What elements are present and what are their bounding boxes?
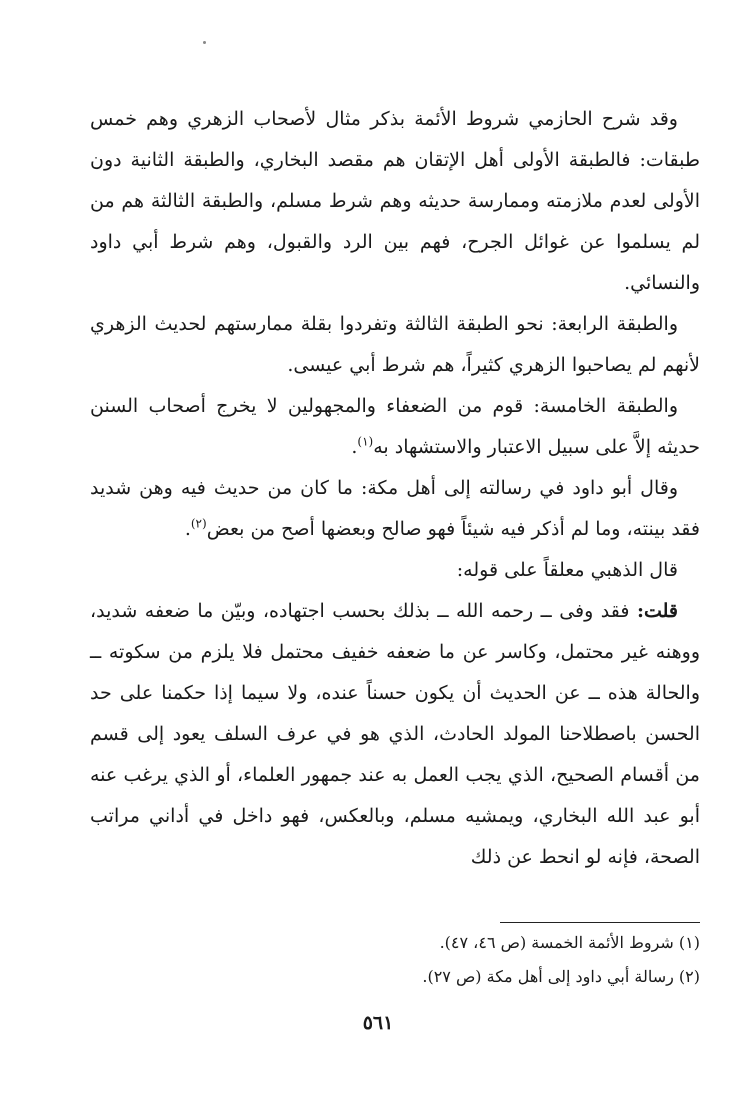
footnote-2: (٢) رسالة أبي داود إلى أهل مكة (ص ٢٧). <box>422 967 700 986</box>
paragraph-dhahabi-quote <box>90 591 700 878</box>
paragraph-abu-dawud: وقال أبو داود في رسالته إلى أهل مكة: ما كان من حديث فيه وهن شديد فقد بينته، وما لم أذكر فيه شيئاً فهو صالح وبعضها أصح من بعض$^{(٢)}$. <box>90 477 700 540</box>
qultu-label: قلت: <box>636 600 678 622</box>
main-text <box>90 99 700 878</box>
paragraph-dhahabi-intro: قال الذهبي معلقاً على قوله: <box>456 559 678 581</box>
fifth-tier-text: والطبقة الخامسة: قوم من الضعفاء والمجهولين لا يخرج أصحاب السنن حديثه إلاَّ على سبيل الاعتبار والاستشهاد به <box>90 395 700 458</box>
paragraph-hazimi: وقد شرح الحازمي شروط الأئمة بذكر مثال لأصحاب الزهري وهم خمس طبقات: فالطبقة الأولى أهل الإتقان هم مقصد البخاري، والطبقة الثانية دون الأولى لعدم ملازمته وممارسة حديثه وهم شرط مسلم، والطبقة الثالثة هم من لم يسلموا عن غوائل الجرح، فهم بين الرد والقبول، وهم شرط أبي داود والنسائي. <box>90 108 700 294</box>
footnote-1: (١) شروط الأئمة الخمسة (ص ٤٦، ٤٧). <box>439 933 700 952</box>
paragraph-fourth-tier: والطبقة الرابعة: نحو الطبقة الثالثة وتفردوا بقلة ممارستهم لحديث الزهري لأنهم لم يصاحبوا الزهري كثيراً، هم شرط أبي عيسى. <box>90 313 700 376</box>
footnote-divider <box>500 922 700 923</box>
footnote-ref-1: (١) <box>357 434 374 449</box>
abu-dawud-text: وقال أبو داود في رسالته إلى أهل مكة: ما كان من حديث فيه وهن شديد فقد بينته، وما لم أذكر فيه شيئاً فهو صالح وبعضها أصح من بعض <box>90 477 700 540</box>
footnote-ref-2: (٢) <box>190 516 207 531</box>
dhahabi-quote-text: فقد وفى ــ رحمه الله ــ بذلك بحسب اجتهاده، وبيّن ما ضعفه شديد، ووهنه غير محتمل، وكاسر عن ما ضعفه خفيف محتمل فلا يلزم من سكوته ــ والحالة هذه ــ عن الحديث أن يكون حسناً عنده، ولا سيما إذا حكمنا على حد الحسن باصطلاحنا المولد الحادث، الذي هو في عرف السلف يعود إلى قسم من أقسام الصحيح، الذي يجب العمل به عند جمهور العلماء، أو الذي يرغب عنه أبو عبد الله البخاري، ويمشيه مسلم، وبالعكس، فهو داخل في أداني مراتب الصحة، فإنه لو انحط عن ذلك <box>90 600 700 868</box>
paragraph-fifth-tier: والطبقة الخامسة: قوم من الضعفاء والمجهولين لا يخرج أصحاب السنن حديثه إلاَّ على سبيل الاعتبار والاستشهاد به$^{(١)}$. <box>90 395 700 458</box>
footnotes <box>90 926 700 994</box>
page-number: ٥٦١ <box>362 1012 394 1034</box>
scan-speck <box>203 41 206 44</box>
